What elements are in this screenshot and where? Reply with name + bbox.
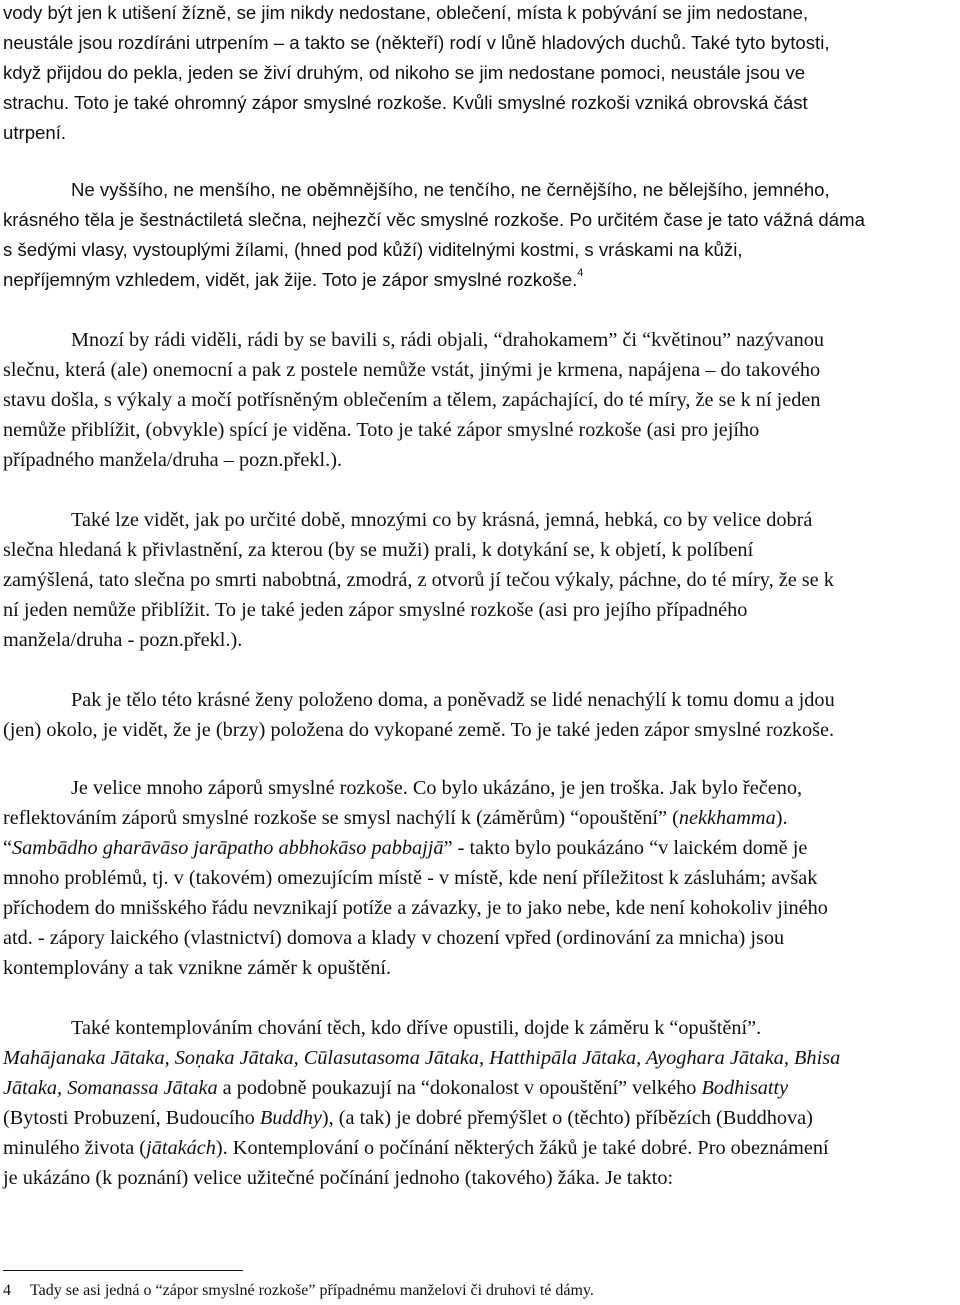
text-line bbox=[3, 803, 957, 833]
text-line: s šedými vlasy, vystouplými žílami, (hned pod kůží) viditelnými kostmi, s vráskami na kůži, bbox=[3, 239, 743, 260]
text-line-content: nepříjemným vzhledem, vidět, jak žije. Toto je zápor smyslné rozkoše. bbox=[3, 269, 578, 290]
text-run: “ bbox=[3, 837, 13, 859]
pali-term: jātakách bbox=[146, 1137, 216, 1159]
text-line: neustále jsou rozdíráni utrpením – a takto se (někteří) rodí v lůně hladových duchů. Také tyto bytosti, bbox=[3, 32, 830, 53]
paragraph-young-woman bbox=[3, 175, 957, 295]
jataka-list: Mahājanaka Jātaka, Soṇaka Jātaka, Cūlasutasoma Jātaka, Hatthipāla Jātaka, Ayoghara Jātaka, Bhisa bbox=[3, 1047, 841, 1069]
text-line bbox=[3, 1103, 957, 1133]
footnote-text: Tady se asi jedná o “zápor smyslné rozkoše” případnému manželovi či druhovi té dámy. bbox=[30, 1282, 594, 1299]
text-line: zamýšlená, tato slečna po smrti nabobtná, zmodrá, z otvorů jí tečou výkaly, páchne, do té míry, že se k bbox=[3, 569, 834, 591]
paragraph-burial bbox=[3, 685, 957, 745]
text-line: Také kontemplováním chování těch, kdo dříve opustili, dojde k záměru k “opuštění”. bbox=[71, 1017, 762, 1039]
text-line bbox=[3, 1133, 957, 1163]
paragraph-renunciation bbox=[3, 773, 957, 983]
text-line: strachu. Toto je také ohromný zápor smyslné rozkoše. Kvůli smyslné rozkoši vzniká obrovská část bbox=[3, 92, 808, 113]
jataka-list: Jātaka, Somanassa Jātaka bbox=[3, 1077, 218, 1099]
text-line: Mnozí by rádi viděli, rádi by se bavili s, rádi objali, “drahokamem” či “květinou” nazývanou bbox=[71, 329, 824, 351]
text-line: příchodem do mnišského řádu nevznikají potíže a závazky, je to jako nebe, kde není kohokoliv jiného bbox=[3, 897, 828, 919]
pali-term: nekkhamma bbox=[678, 807, 776, 829]
text-line: slečnu, která (ale) onemocní a pak z postele nemůže vstát, jinými je krmena, napájena – do takového bbox=[3, 359, 821, 381]
text-line: nemůže přiblížit, (obvykle) spící je viděna. Toto je také zápor smyslné rozkoše (asi pro jejího bbox=[3, 419, 760, 441]
text-line: když přijdou do pekla, jeden se živí druhým, od nikoho se jim nedostane pomoci, neustále jsou ve bbox=[3, 62, 806, 83]
text-run: ” - takto bylo poukázáno “v laickém domě je bbox=[443, 837, 808, 859]
paragraph-jatakas bbox=[3, 1013, 957, 1193]
footnote-reference: 4 bbox=[577, 267, 584, 279]
text-line bbox=[3, 833, 957, 863]
text-line bbox=[3, 265, 957, 295]
text-line: vody být jen k utišení žízně, se jim nikdy nedostane, oblečení, místa k pobývání se jim nedostane, bbox=[3, 2, 809, 23]
pali-term: Buddhy bbox=[259, 1107, 322, 1129]
text-line: utrpení. bbox=[3, 122, 67, 143]
text-run: ). bbox=[775, 807, 788, 829]
footnote bbox=[3, 1281, 594, 1301]
text-line: Pak je tělo této krásné ženy položeno doma, a poněvadž se lidé nenachýlí k tomu domu a jdou bbox=[71, 689, 835, 711]
text-run: reflektováním záporů smyslné rozkoše se smysl nachýlí k (záměrům) “opouštění” ( bbox=[3, 807, 679, 829]
text-line: slečna hledaná k přivlastnění, za kterou (by se muži) prali, k dotykání se, k objetí, k políbení bbox=[3, 539, 754, 561]
paragraph-after-death bbox=[3, 505, 957, 655]
text-run: minulého života ( bbox=[3, 1137, 147, 1159]
text-line: je ukázáno (k poznání) velice užitečné počínání jednoho (takového) žáka. Je takto: bbox=[3, 1167, 674, 1189]
text-line: manžela/druha - pozn.překl.). bbox=[3, 629, 243, 651]
text-line: Také lze vidět, jak po určité době, mnozými co by krásná, jemná, hebká, co by velice dobrá bbox=[71, 509, 813, 531]
text-line: případného manžela/druha – pozn.překl.). bbox=[3, 449, 343, 471]
text-line: (jen) okolo, je vidět, že je (brzy) položena do vykopané země. To je také jeden zápor smyslné rozkoše. bbox=[3, 719, 835, 741]
paragraph-illness bbox=[3, 325, 957, 475]
text-line: ní jeden nemůže přiblížit. To je také jeden zápor smyslné rozkoše (asi pro jejího případného bbox=[3, 599, 748, 621]
text-run: ), (a tak) je dobré přemýšlet o (těchto) příbězích (Buddhova) bbox=[321, 1107, 813, 1129]
paragraph-continuation bbox=[3, 0, 957, 148]
text-run: a podobně poukazují na “dokonalost v opouštění” velkého bbox=[217, 1077, 702, 1099]
pali-term: Bodhisatty bbox=[701, 1077, 789, 1099]
text-line: mnoho problémů, tj. v (takovém) omezujícím místě - v místě, kde není příležitost k zásluhám; avšak bbox=[3, 867, 818, 889]
text-line: atd. - zápory laického (vlastnictví) domova a klady v chození vpřed (ordinování za mnicha) jsou bbox=[3, 927, 785, 949]
text-run: ). Kontemplování o počínání některých žáků je také dobré. Pro obeznámení bbox=[215, 1137, 829, 1159]
text-run: (Bytosti Probuzení, Budoucího bbox=[3, 1107, 260, 1129]
text-line: Je velice mnoho záporů smyslné rozkoše. Co bylo ukázáno, je jen troška. Jak bylo řečeno, bbox=[71, 777, 803, 799]
pali-quote: Sambādho gharāvāso jarāpatho abbhokāso pabbajjā bbox=[12, 837, 444, 859]
text-line bbox=[3, 1073, 957, 1103]
text-line: stavu došla, s výkaly a močí potřísněným oblečením a tělem, zapáchající, do té míry, že se k ní jeden bbox=[3, 389, 821, 411]
text-line bbox=[3, 1043, 957, 1073]
footnote-number: 4 bbox=[3, 1282, 11, 1299]
footnote-separator bbox=[3, 1270, 243, 1271]
text-line: krásného těla je šestnáctiletá slečna, nejhezčí věc smyslné rozkoše. Po určitém čase je tato vážná dáma bbox=[3, 209, 865, 230]
text-line: Ne vyššího, ne menšího, ne oběmnějšího, ne tenčího, ne černějšího, ne bělejšího, jemného, bbox=[71, 179, 830, 200]
text-line: kontemplovány a tak vznikne záměr k opuštění. bbox=[3, 957, 392, 979]
